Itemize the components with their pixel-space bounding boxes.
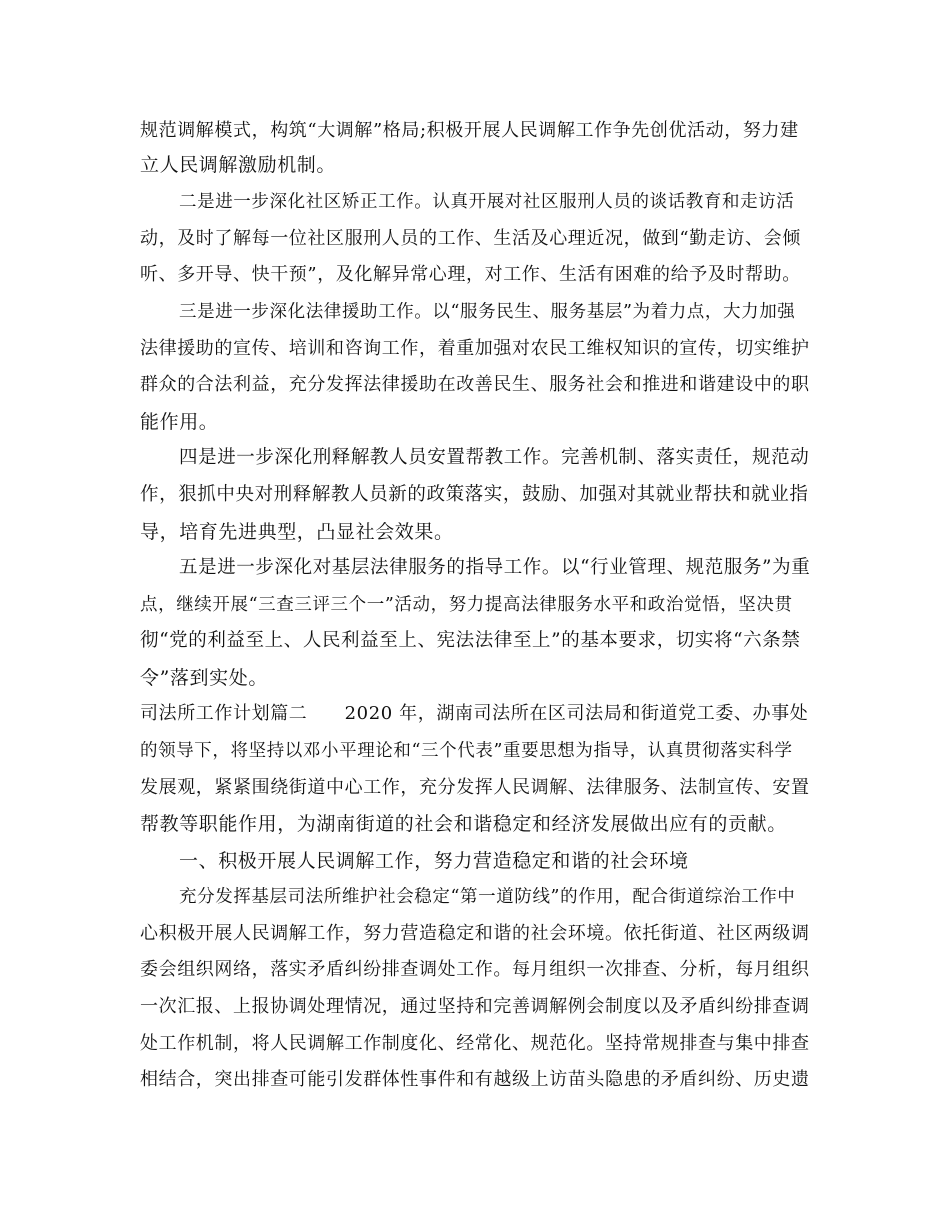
text-line: 群众的合法利益，充分发挥法律援助在改善民生、服务社会和推进和谐建设中的职 (140, 374, 810, 395)
paragraph-start: 充分发挥基层司法所维护社会稳定“第一道防线”的作用，配合街道综治工作中 (179, 887, 796, 907)
text-line: 立人民调解激励机制。 (140, 154, 337, 176)
text-line: 点，继续开展“三查三评三个一”活动，努力提高法律服务水平和政治觉悟，坚决贯 (140, 595, 793, 615)
text-line: 委会组织网络，落实矛盾纠纷排查调处工作。每月组织一次排查、分析，每月组织 (140, 959, 810, 980)
text-line: 彻“党的利益至上、人民利益至上、宪法法律至上”的基本要求，切实将“六条禁 (140, 630, 801, 651)
text-line: 的领导下，将坚持以邓小平理论和“三个代表”重要思想为指导，认真贯彻落实科学 (140, 741, 793, 761)
text-line: 心积极开展人民调解工作，努力营造稳定和谐的社会环境。依托街道、社区两级调 (140, 923, 810, 944)
text-line: 处工作机制，将人民调解工作制度化、经常化、规范化。坚持常规排查与集中排查 (140, 1033, 810, 1054)
text-line: 规范调解模式，构筑“大调解”格局;积极开展人民调解工作争先创优活动，努力建 (140, 120, 799, 141)
subheading: 一、积极开展人民调解工作，努力营造稳定和谐的社会环境 (179, 850, 689, 872)
text-line: 帮教等职能作用，为湖南街道的社会和谐稳定和经济发展做出应有的贡献。 (140, 813, 787, 835)
text-line: 能作用。 (140, 411, 219, 433)
paragraph-start: 三是进一步深化法律援助工作。以“服务民生、服务基层”为着力点，大力加强 (179, 302, 796, 322)
text-line: 法律援助的宣传、培训和咨询工作，着重加强对农民工维权知识的宣传，切实维护 (140, 338, 810, 359)
text-line: 令”落到实处。 (140, 667, 268, 689)
text-line: 发展观，紧紧围绕街道中心工作，充分发挥人民调解、法律服务、法制宣传、安置 (140, 777, 810, 798)
text-line: 一次汇报、上报协调处理情况，通过坚持和完善调解例会制度以及矛盾纠纷排查调 (140, 996, 810, 1017)
text-line: 相结合，突出排查可能引发群体性事件和有越级上访苗头隐患的矛盾纠纷、历史遗 (140, 1069, 810, 1090)
paragraph-start: 二是进一步深化社区矫正工作。认真开展对社区服刑人员的谈话教育和走访活 (179, 192, 795, 212)
text-line: 动，及时了解每一位社区服刑人员的工作、生活及心理近况，做到“勤走访、会倾 (140, 228, 801, 249)
text-line: 听、多开导、快干预”，及化解异常心理，对工作、生活有困难的给予及时帮助。 (140, 264, 801, 285)
paragraph-start: 五是进一步深化对基层法律服务的指导工作。以“行业管理、规范服务”为重 (179, 557, 811, 578)
paragraph-start: 四是进一步深化刑释解教人员安置帮教工作。完善机制、落实责任，规范动 (179, 447, 810, 468)
section-heading-line: 司法所工作计划篇二 2020 年，湖南司法所在区司法局和街道党工委、办事处 (140, 703, 809, 724)
text-line: 作，狠抓中央对刑释解教人员新的政策落实，鼓励、加强对其就业帮扶和就业指 (140, 484, 809, 505)
text-line: 导，培育先进典型，凸显社会效果。 (140, 521, 454, 543)
